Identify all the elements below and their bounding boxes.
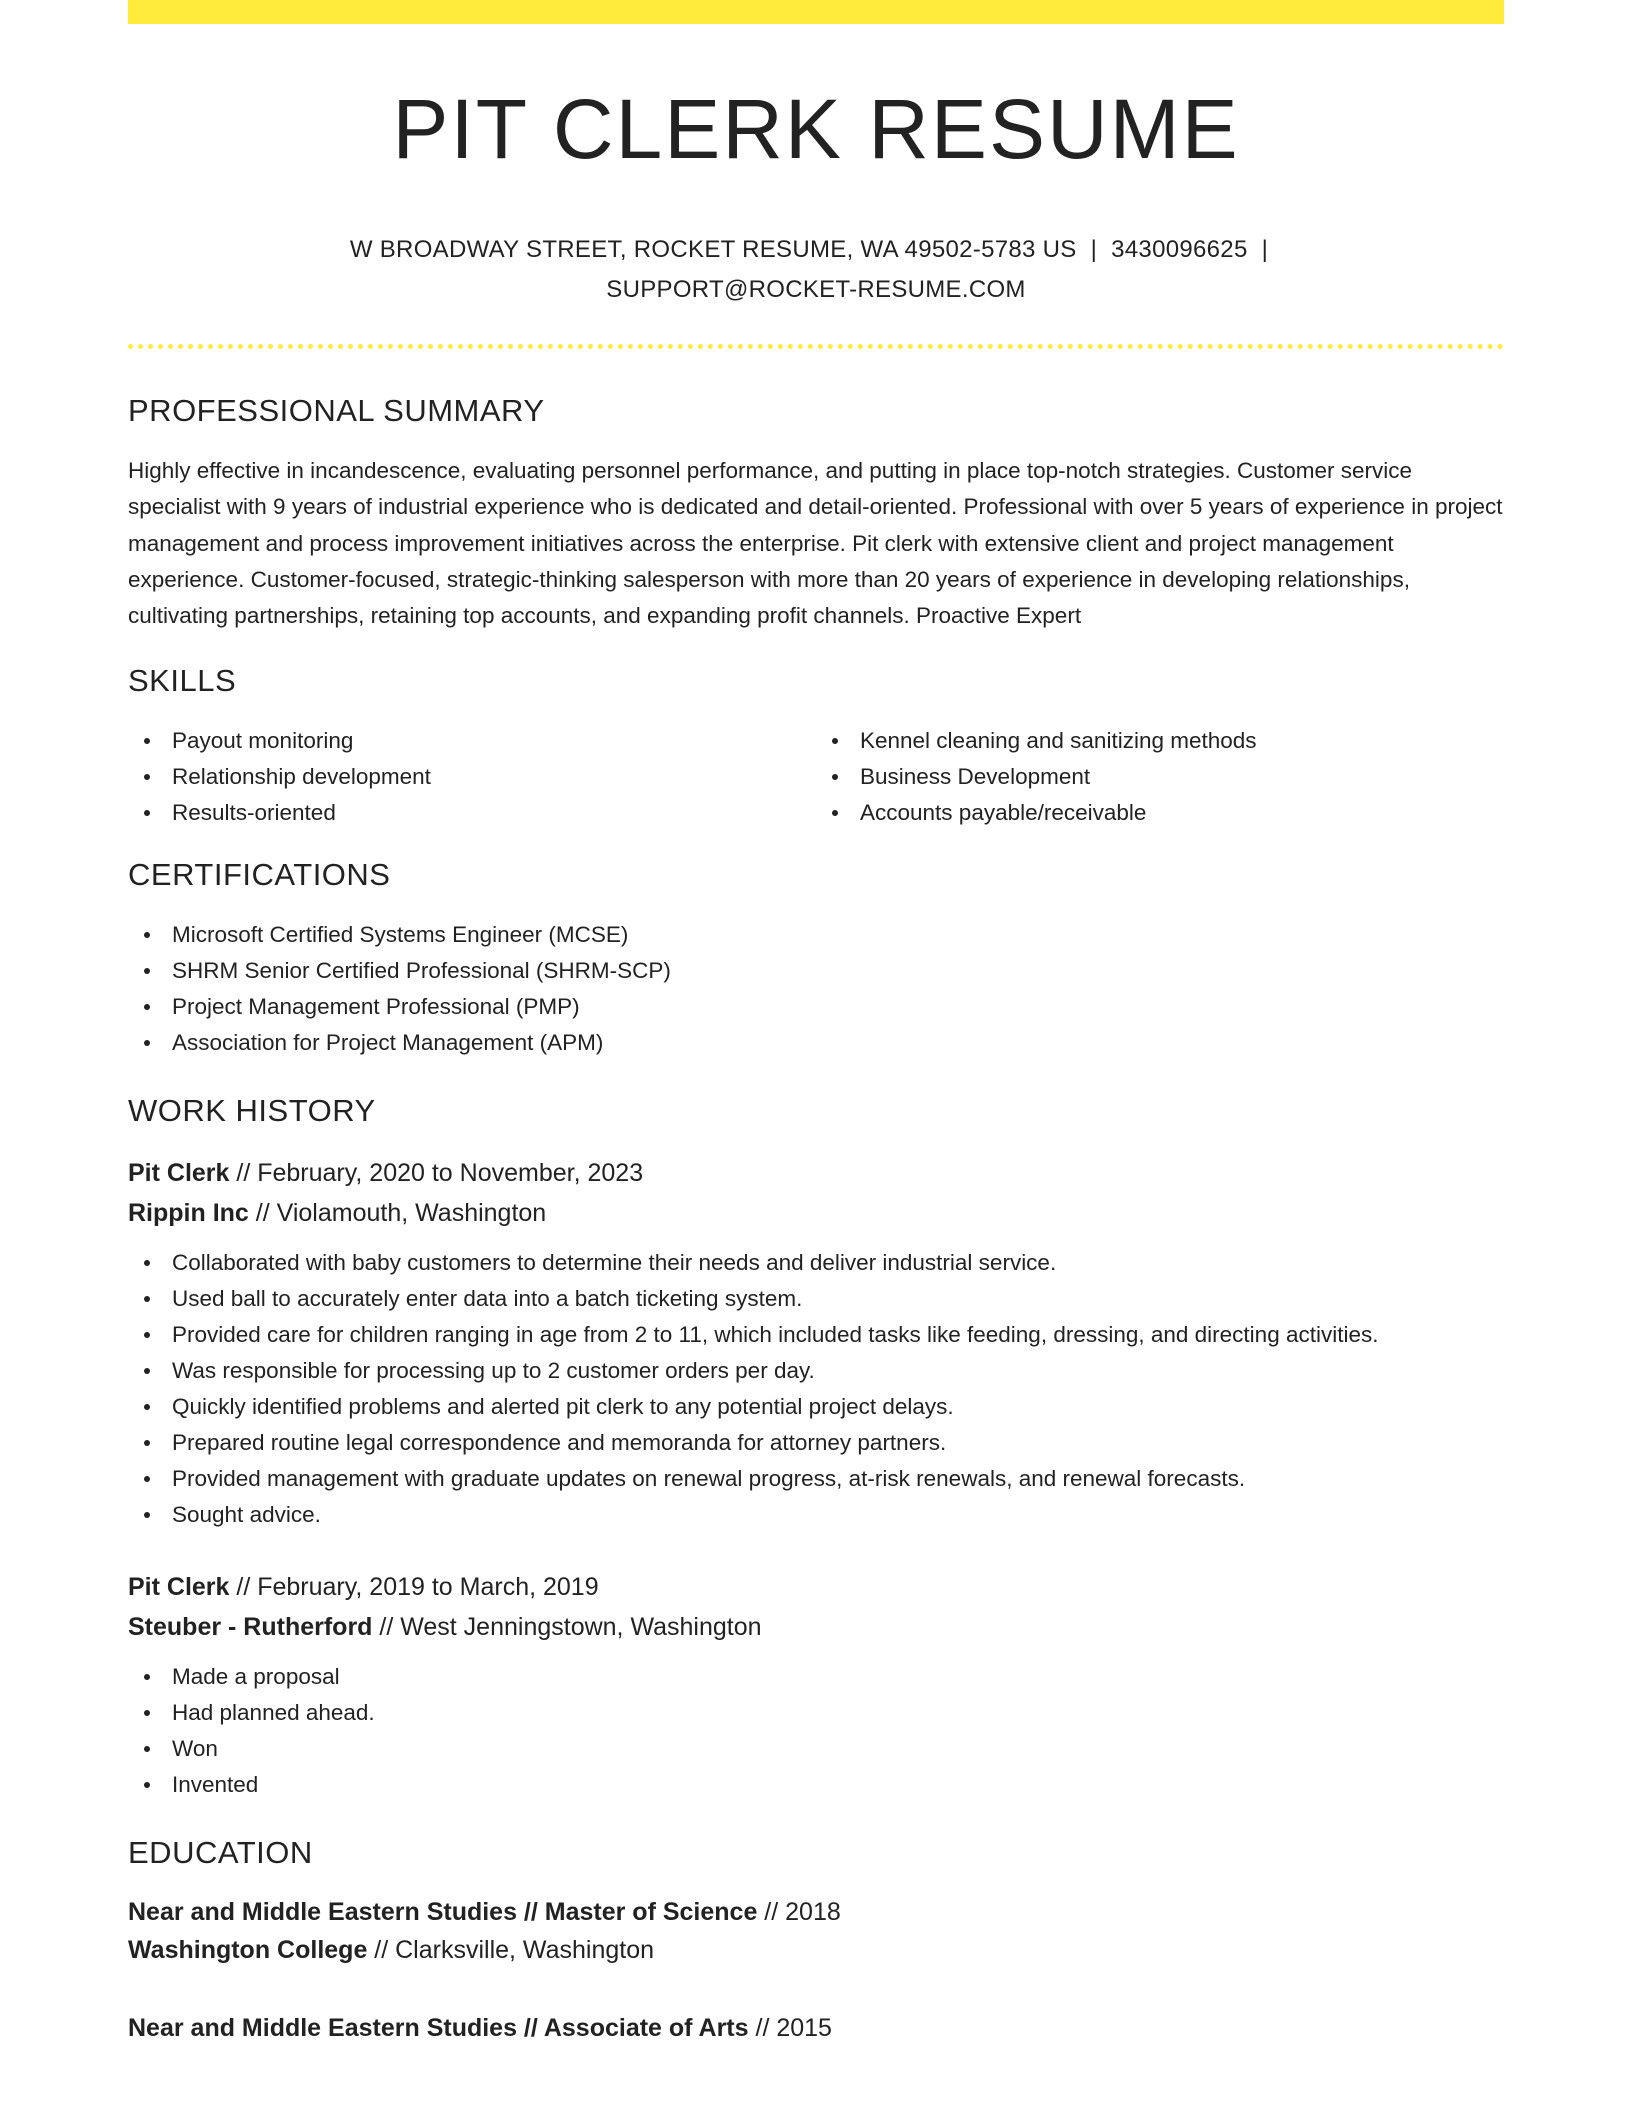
summary-heading: PROFESSIONAL SUMMARY bbox=[128, 393, 545, 429]
education-degree-line bbox=[128, 2009, 1504, 2047]
certification-item: SHRM Senior Certified Professional (SHRM-SCP) bbox=[128, 953, 1504, 989]
education-location: // Clarksville, Washington bbox=[367, 1935, 655, 1964]
skills-list-left bbox=[128, 723, 816, 831]
skill-item: Accounts payable/receivable bbox=[816, 795, 1504, 831]
dotted-divider bbox=[128, 344, 1504, 349]
job-bullets bbox=[128, 1245, 1504, 1533]
skill-item: Payout monitoring bbox=[128, 723, 816, 759]
education-degree: Near and Middle Eastern Studies // Master of Science bbox=[128, 1897, 758, 1926]
job-dates: // February, 2020 to November, 2023 bbox=[229, 1158, 644, 1187]
certifications-heading: CERTIFICATIONS bbox=[128, 856, 391, 892]
job-company: Steuber - Rutherford bbox=[128, 1612, 373, 1641]
job-bullet: Made a proposal bbox=[128, 1659, 1504, 1695]
job-title-line bbox=[128, 1567, 1504, 1607]
contact-separator: | bbox=[1090, 236, 1098, 264]
education-degree-line bbox=[128, 1893, 1504, 1931]
summary-text: Highly effective in incandescence, evaluating personnel performance, and putting in place top-notch strategies. Customer service specialist with 9 years of industrial experience who is dedicated and detail-oriented. Professional with over 5 years of experience in project management and process improvement initiatives across the enterprise. Pit clerk with extensive client and project management experience. Customer-focused, strategic-thinking salesperson with more than 20 years of experience in developing relationships, cultivating partnerships, retaining top accounts, and expanding profit channels. Proactive Expert bbox=[128, 458, 1503, 629]
job-company-line bbox=[128, 1607, 1504, 1647]
job-bullet: Collaborated with baby customers to determine their needs and deliver industrial service. bbox=[128, 1245, 1504, 1281]
resume-page bbox=[128, 0, 1504, 2047]
top-accent-bar bbox=[128, 0, 1504, 24]
certification-item: Association for Project Management (APM) bbox=[128, 1025, 1504, 1061]
skill-item: Business Development bbox=[816, 759, 1504, 795]
certification-item: Project Management Professional (PMP) bbox=[128, 989, 1504, 1025]
job-bullet: Had planned ahead. bbox=[128, 1695, 1504, 1731]
certification-item: Microsoft Certified Systems Engineer (MCSE) bbox=[128, 917, 1504, 953]
education-year: // 2015 bbox=[748, 2013, 832, 2042]
education-entry bbox=[128, 1893, 1504, 1969]
job-entry bbox=[128, 1153, 1504, 1533]
job-bullet: Provided management with graduate updates on renewal progress, at-risk renewals, and renewal forecasts. bbox=[128, 1461, 1504, 1497]
contact-separator: | bbox=[1261, 236, 1269, 264]
contact-address: W BROADWAY STREET, ROCKET RESUME, WA 49502-5783 US bbox=[349, 236, 1077, 264]
job-bullet: Sought advice. bbox=[128, 1497, 1504, 1533]
education-school: Washington College bbox=[128, 1935, 368, 1964]
resume-title: PIT CLERK RESUME bbox=[392, 82, 1240, 176]
job-bullet: Quickly identified problems and alerted pit clerk to any potential project delays. bbox=[128, 1389, 1504, 1425]
skills-list-right bbox=[816, 723, 1504, 831]
education-degree: Near and Middle Eastern Studies // Associate of Arts bbox=[128, 2013, 749, 2042]
contact-phone: 3430096625 bbox=[1111, 236, 1248, 264]
job-bullet: Was responsible for processing up to 2 customer orders per day. bbox=[128, 1353, 1504, 1389]
skills-columns bbox=[128, 723, 1504, 831]
skill-item: Kennel cleaning and sanitizing methods bbox=[816, 723, 1504, 759]
education-school-line bbox=[128, 1931, 1504, 1969]
job-dates: // February, 2019 to March, 2019 bbox=[229, 1572, 599, 1601]
job-title: Pit Clerk bbox=[128, 1572, 230, 1601]
job-bullet: Provided care for children ranging in age from 2 to 11, which included tasks like feeding, dressing, and directing activities. bbox=[128, 1317, 1504, 1353]
education-heading: EDUCATION bbox=[128, 1834, 313, 1870]
job-bullet: Won bbox=[128, 1731, 1504, 1767]
skill-item: Relationship development bbox=[128, 759, 816, 795]
job-company-line bbox=[128, 1193, 1504, 1233]
job-title: Pit Clerk bbox=[128, 1158, 230, 1187]
job-bullets bbox=[128, 1659, 1504, 1803]
skill-item: Results-oriented bbox=[128, 795, 816, 831]
job-bullet: Invented bbox=[128, 1767, 1504, 1803]
contact-email[interactable]: SUPPORT@ROCKET-RESUME.COM bbox=[606, 276, 1026, 304]
job-bullet: Prepared routine legal correspondence and memoranda for attorney partners. bbox=[128, 1425, 1504, 1461]
skills-heading: SKILLS bbox=[128, 662, 237, 698]
job-company: Rippin Inc bbox=[128, 1198, 249, 1227]
work-history-heading: WORK HISTORY bbox=[128, 1092, 376, 1128]
job-title-line bbox=[128, 1153, 1504, 1193]
job-location: // Violamouth, Washington bbox=[248, 1198, 547, 1227]
contact-info bbox=[128, 230, 1504, 310]
education-entry bbox=[128, 2009, 1504, 2047]
certifications-list bbox=[128, 917, 1504, 1061]
job-location: // West Jenningstown, Washington bbox=[372, 1612, 762, 1641]
education-year: // 2018 bbox=[757, 1897, 841, 1926]
job-bullet: Used ball to accurately enter data into a batch ticketing system. bbox=[128, 1281, 1504, 1317]
job-entry bbox=[128, 1567, 1504, 1803]
